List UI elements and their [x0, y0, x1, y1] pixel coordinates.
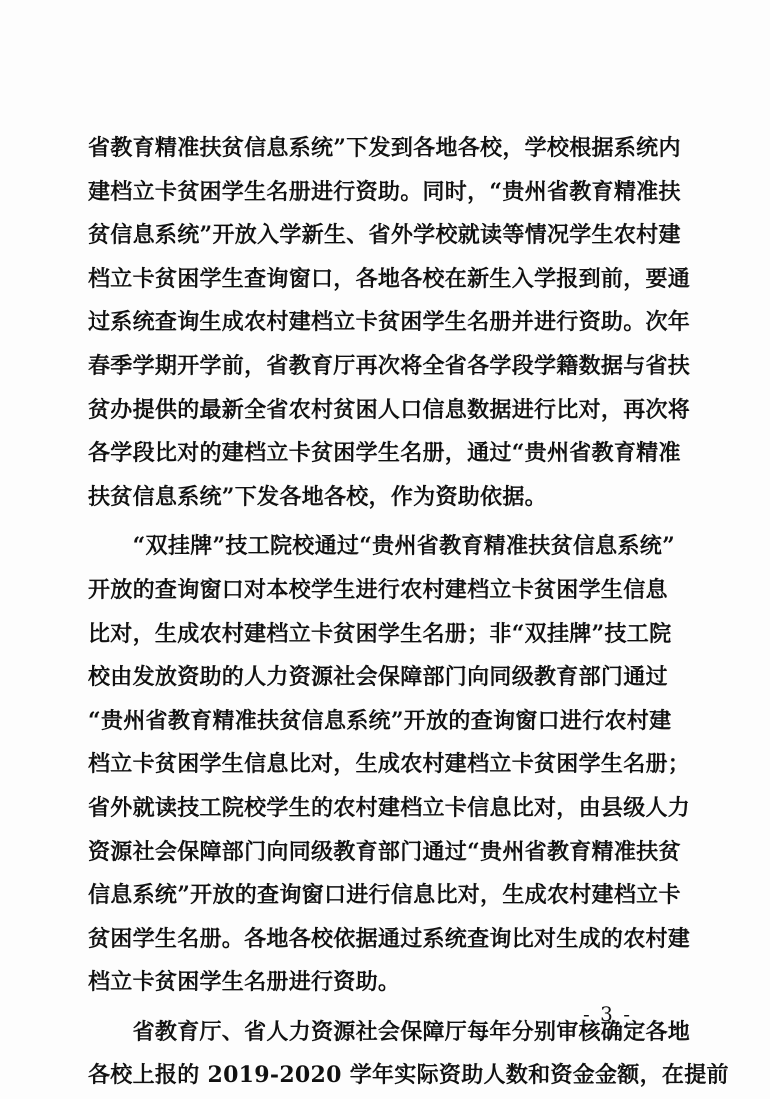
text-line: 贫信息系统”开放入学新生、省外学校就读等情况学生农村建: [88, 222, 681, 249]
text-line: 扶贫信息系统”下发各地各校，作为资助依据。: [88, 483, 547, 510]
text-line: 各学段比对的建档立卡贫困学生名册，通过“贵州省教育精准: [88, 440, 681, 467]
text-line: “贵州省教育精准扶贫信息系统”开放的查询窗口进行农村建: [88, 707, 672, 734]
text-line: 贫办提供的最新全省农村贫困人口信息数据进行比对，再次将: [88, 396, 691, 423]
text-line: 省教育精准扶贫信息系统”下发到各地各校，学校根据系统内: [88, 135, 681, 161]
text-line: 贫困学生名册。各地各校依据通过系统查询比对生成的农村建: [88, 925, 691, 952]
text-line: 过系统查询生成农村建档立卡贫困学生名册并进行资助。次年: [88, 309, 691, 336]
text-line: 资源社会保障部门向同级教育部门通过“贵州省教育精准扶贫: [88, 838, 681, 865]
paragraph-1: [88, 130, 691, 522]
text-line: 省教育厅、省人力资源社会保障厅每年分别审核确定各地: [88, 1018, 691, 1045]
text-line: “双挂牌”技工院校通过“贵州省教育精准扶贫信息系统”: [88, 533, 676, 560]
text-line: 春季学期开学前，省教育厅再次将全省各学段学籍数据与省扶: [88, 352, 691, 379]
text-line: 开放的查询窗口对本校学生进行农村建档立卡贫困学生信息: [88, 576, 668, 603]
page-number: - 3 -: [583, 1002, 632, 1026]
text-line: 省外就读技工院校学生的农村建档立卡信息比对，由县级人力: [88, 794, 691, 821]
text-line: 比对，生成农村建档立卡贫困学生名册；非“双挂牌”技工院: [88, 620, 672, 647]
text-line: 档立卡贫困学生信息比对，生成农村建档立卡贫困学生名册；: [88, 751, 691, 778]
document-body: [88, 130, 729, 1107]
text-line: 校由发放资助的人力资源社会保障部门向同级教育部门通过: [88, 664, 668, 691]
text-line: 信息系统”开放的查询窗口进行信息比对，生成农村建档立卡: [88, 882, 681, 909]
paragraph-2: [88, 528, 691, 1008]
text-line: 各校上报的 2019-2020 学年实际资助人数和资金金额，在提前: [88, 1062, 729, 1089]
paragraph-3: [88, 1014, 729, 1101]
text-line: 建档立卡贫困学生名册进行资助。同时，“贵州省教育精准扶: [88, 178, 681, 205]
text-line: 档立卡贫困学生名册进行资助。: [88, 969, 401, 996]
text-line: 档立卡贫困学生查询窗口，各地各校在新生入学报到前，要通: [88, 265, 691, 292]
